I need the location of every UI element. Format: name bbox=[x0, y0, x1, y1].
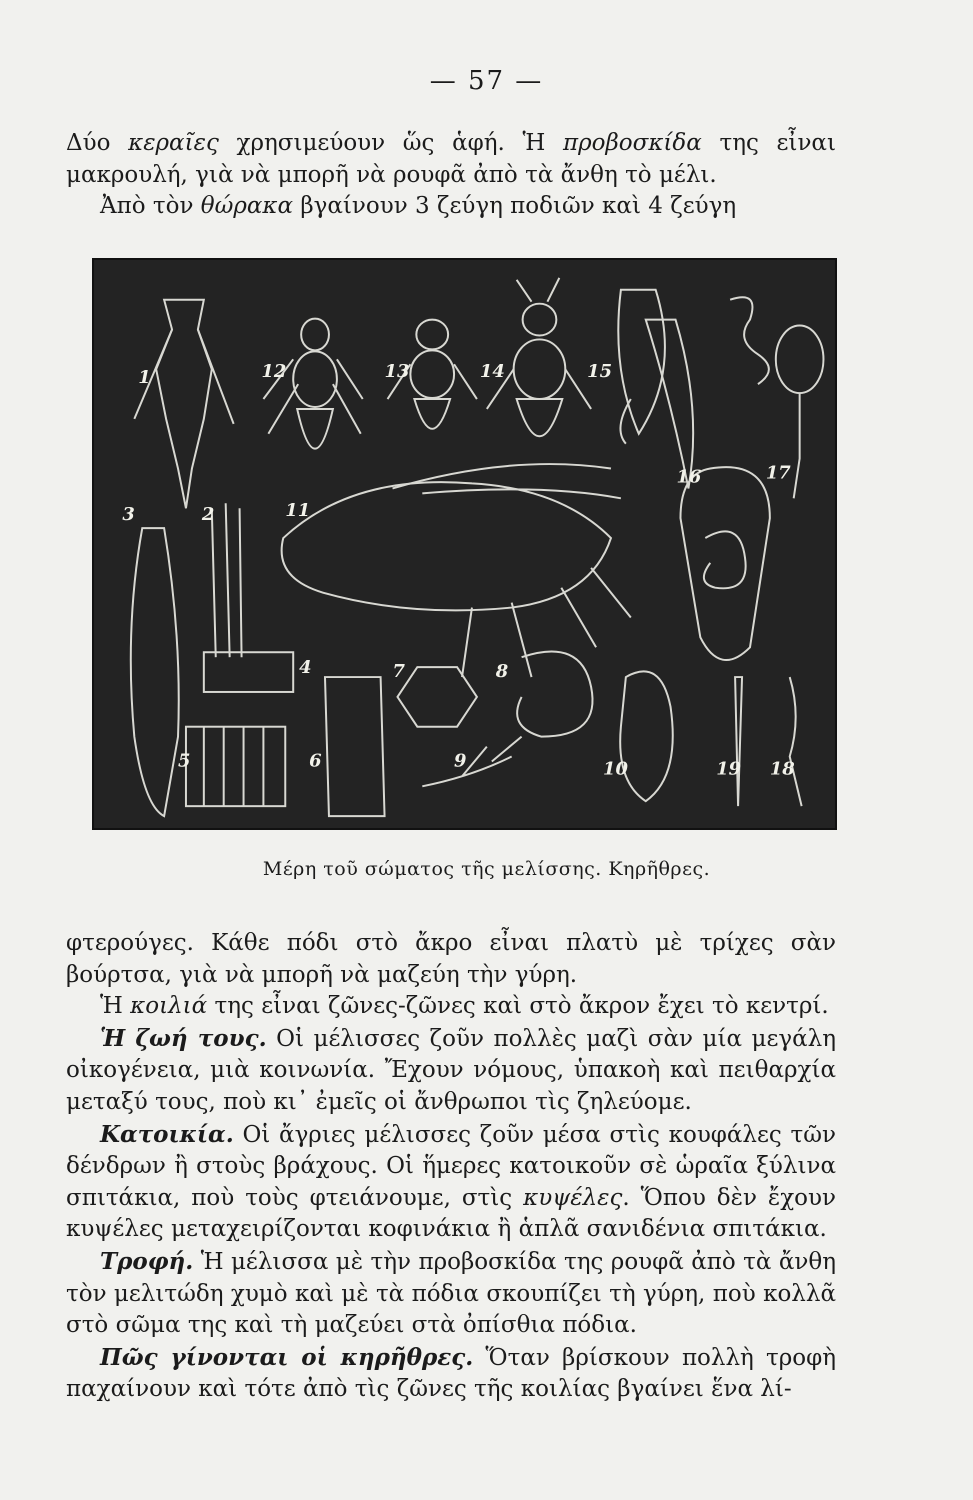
bee-anatomy-figure bbox=[92, 258, 837, 830]
heading-food: Τροφή. bbox=[100, 1247, 194, 1275]
page-number: — 57 — bbox=[429, 66, 544, 96]
main-text bbox=[66, 928, 836, 1406]
heading-dwelling: Κατοικία. bbox=[100, 1120, 234, 1148]
term-antennae: κεραῖες bbox=[128, 130, 219, 156]
term-proboscis: προβοσκίδα bbox=[562, 130, 702, 156]
fig-label-17: 17 bbox=[765, 462, 791, 484]
term-thorax: θώρακα bbox=[200, 193, 294, 220]
fig-label-8: 8 bbox=[495, 661, 509, 683]
paragraph-wings: φτερούγες. Κάθε πόδι στὸ ἄκρο εἶναι πλατὺ μὲ τρίχες σὰν βούρτσα, γιὰ νὰ μπορῆ νὰ μαζεύη τὴν γύρη. bbox=[66, 930, 836, 988]
fig-label-11: 11 bbox=[285, 500, 311, 522]
paragraph-dwelling: Κατοικία. Οἱ ἄγριες μέλισσες ζοῦν μέσα στὶς κουφάλες τῶν δένδρων ἢ στοὺς βράχους. Οἱ ἥμερες κατοικοῦν σὲ ὡραῖα ξύλινα σπιτάκια, ποὺ τοὺς φτειάνουμε, στὶς κυψέλες. Ὅπου δὲν ἔχουν κυψέλες μεταχειρίζονται κοφινάκια ἢ ἁπλᾶ σανιδένια σπιτάκια. bbox=[66, 1120, 836, 1243]
fig-label-14: 14 bbox=[479, 361, 505, 383]
fig-label-16: 16 bbox=[676, 466, 702, 488]
paragraph-life: Ἡ ζωή τους. Οἱ μέλισσες ζοῦν πολλὲς μαζὶ σὰν μία μεγάλη οἰκογένεια, μιὰ κοινωνία. Ἔχουν νόμους, ὑπακοὴ καὶ πειθαρχία μεταξύ τους, ποὺ κι᾽ ἐμεῖς οἱ ἄνθρωποι τὶς ζηλεύομε. bbox=[66, 1024, 836, 1115]
fig-label-6: 6 bbox=[309, 750, 322, 772]
figure-caption: Μέρη τοῦ σώματος τῆς μελίσσης. Κηρῆθρες. bbox=[262, 858, 711, 880]
top-paragraph bbox=[66, 128, 836, 223]
term-abdomen: κοιλιά bbox=[130, 993, 208, 1020]
fig-label-4: 4 bbox=[299, 657, 312, 679]
term-hives: κυψέλες bbox=[523, 1184, 623, 1211]
fig-label-12: 12 bbox=[261, 361, 287, 383]
fig-label-10: 10 bbox=[603, 758, 628, 780]
fig-label-7: 7 bbox=[392, 661, 405, 683]
fig-label-5: 5 bbox=[178, 750, 191, 772]
paragraph-food: Τροφή. Ἡ μέλισσα μὲ τὴν προβοσκίδα της ρουφᾶ ἀπὸ τὰ ἄνθη τὸν μελιτώδη χυμὸ καὶ μὲ τὰ πόδια σκουπίζει τὴ γύρη, ποὺ κολλᾶ στὸ σῶμα της καὶ τὴ μαζεύει στὰ ὀπίσθια πόδια. bbox=[66, 1247, 836, 1339]
fig-label-2: 2 bbox=[201, 504, 215, 526]
fig-label-3: 3 bbox=[122, 504, 135, 526]
thorax-line: Ἀπὸ τὸν θώρακα βγαίνουν 3 ζεύγη ποδιῶν καὶ 4 ζεύγη bbox=[100, 193, 737, 220]
fig-label-19: 19 bbox=[716, 758, 742, 780]
heading-combs: Πῶς γίνονται οἱ κηρῆθρες. bbox=[100, 1343, 474, 1371]
fig-label-18: 18 bbox=[769, 758, 795, 780]
fig-label-9: 9 bbox=[454, 750, 467, 772]
heading-life: Ἡ ζωή τους. bbox=[100, 1024, 267, 1052]
paragraph-combs: Πῶς γίνονται οἱ κηρῆθρες. Ὅταν βρίσκουν πολλὴ τροφὴ παχαίνουν καὶ τότε ἀπὸ τὶς ζῶνες τῆς κοιλίας βγαίνει ἕνα λί- bbox=[66, 1343, 836, 1403]
bee-anatomy-illustration bbox=[94, 260, 835, 828]
intro-line: Δύο κεραῖες χρησιμεύουν ὥς ἁφή. Ἡ προβοσκίδα της εἶναι μακρουλή, γιὰ νὰ μπορῆ νὰ ρουφᾶ ἀπὸ τὰ ἄνθη τὸ μέλι. bbox=[66, 130, 836, 188]
fig-label-13: 13 bbox=[384, 361, 410, 383]
fig-label-1: 1 bbox=[138, 367, 151, 389]
paragraph-abdomen: Ἡ κοιλιά της εἶναι ζῶνες-ζῶνες καὶ στὸ ἄκρον ἔχει τὸ κεντρί. bbox=[100, 993, 829, 1020]
fig-label-15: 15 bbox=[587, 361, 612, 383]
